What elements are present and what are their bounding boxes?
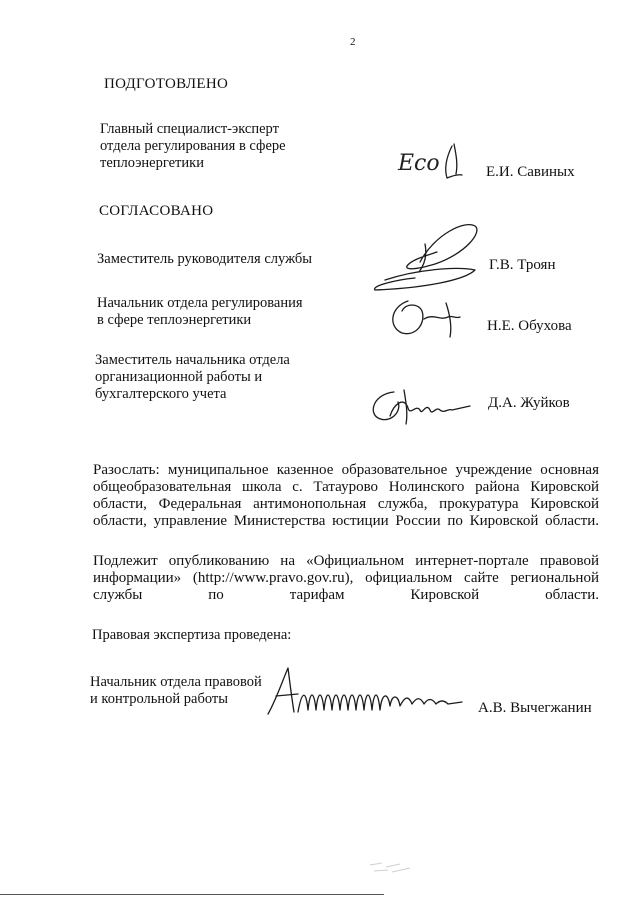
legal-review-statement: Правовая экспертиза проведена: [92, 627, 292, 643]
agreed-name-1: Г.В. Троян [489, 257, 556, 273]
distribution-list: Разослать: муниципальное казенное образовательное учреждение основная общеобразовательная школа с. Татаурово Нолинского района Кировской области, Федеральная антимонопольная служба, прокуратура Кировской области, управление Министерства юстиции России по Кировской области. [93, 462, 599, 529]
prepared-heading: ПОДГОТОВЛЕНО [104, 76, 229, 92]
agreed-name-2: Н.Е. Обухова [487, 318, 572, 334]
agreed-position-2: Начальник отдела регулирования в сфере теплоэнергетики [97, 295, 303, 328]
publication-note: Подлежит опубликованию на «Официальном интернет-портале правовой информации» (http://www.pravo.gov.ru), официальном сайте региональной службы по тарифам Кировской области. [93, 553, 599, 603]
signature-obukhova [380, 293, 480, 341]
agreed-name-3: Д.А. Жуйков [488, 395, 570, 411]
legal-review-name: А.В. Вычегжанин [478, 700, 592, 716]
legal-review-position: Начальник отдела правовой и контрольной работы [90, 674, 262, 707]
signature-vychegzhanin [262, 660, 470, 720]
page-number: 2 [350, 36, 356, 48]
prepared-position: Главный специалист-эксперт отдела регулирования в сфере теплоэнергетики [100, 121, 286, 171]
bottom-rule [0, 894, 384, 895]
signature-zhuikov [364, 386, 476, 426]
agreed-heading: СОГЛАСОВАНО [99, 203, 214, 219]
faint-mark [366, 855, 416, 877]
prepared-name: Е.И. Савиных [486, 164, 575, 180]
signature-savinykh [392, 138, 482, 184]
svg-text:Есо: Есо [398, 151, 440, 176]
agreed-position-1: Заместитель руководителя службы [97, 251, 313, 267]
signature-troyan [365, 214, 485, 296]
agreed-position-3: Заместитель начальника отдела организационной работы и бухгалтерского учета [95, 352, 290, 402]
